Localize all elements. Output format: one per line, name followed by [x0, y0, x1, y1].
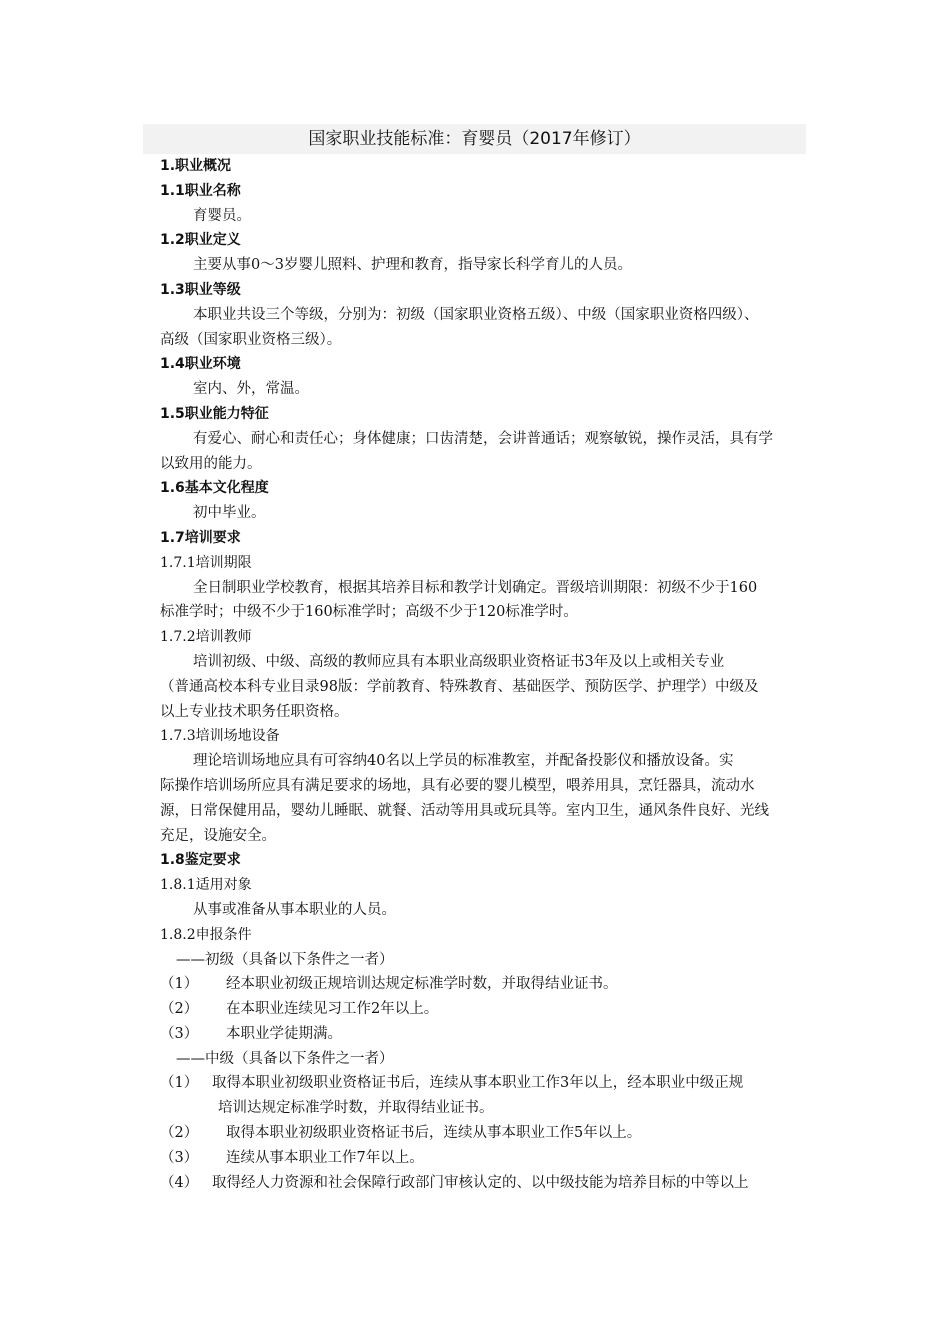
paragraph: 全日制职业学校教育，根据其培养目标和教学计划确定。晋级培训期限：初级不少于160	[193, 579, 758, 596]
heading-1-1: 1.1职业名称	[160, 182, 241, 199]
heading-1-4: 1.4职业环境	[160, 356, 241, 373]
paragraph: 有爱心、耐心和责任心；身体健康；口齿清楚，会讲普通话；观察敏锐，操作灵活，具有学	[193, 430, 773, 447]
list-text: 取得经人力资源和社会保障行政部门审核认定的、以中级技能为培养目标的中等以上	[212, 1174, 749, 1191]
middle-heading: ——中级（具备以下条件之一者）	[176, 1050, 394, 1067]
paragraph: 室内、外，常温。	[193, 381, 309, 398]
heading-1-2: 1.2职业定义	[160, 232, 241, 249]
subheading-1-7-1: 1.7.1培训期限	[160, 554, 252, 571]
paragraph: 从事或准备从事本职业的人员。	[193, 901, 396, 918]
junior-heading: ——初级（具备以下条件之一者）	[176, 951, 394, 968]
paragraph-continued: 充足，设施安全。	[160, 827, 276, 844]
list-text: 在本职业连续见习工作2年以上。	[226, 1001, 439, 1018]
paragraph-continued: 以上专业技术职务任职资格。	[160, 703, 349, 720]
paragraph-continued: （普通高校本科专业目录98版：学前教育、特殊教育、基础医学、预防医学、护理学）中级及	[160, 678, 759, 695]
paragraph-continued: 际操作培训场所应具有满足要求的场地，具有必要的婴儿模型，喂养用具，烹饪器具，流动水	[160, 777, 755, 794]
list-text: 取得本职业初级职业资格证书后，连续从事本职业工作5年以上。	[226, 1125, 642, 1142]
paragraph: 理论培训场地应具有可容纳40名以上学员的标准教室，并配备投影仪和播放设备。实	[193, 753, 734, 770]
document-title: 国家职业技能标准：育婴员（2017年修订）	[308, 129, 641, 149]
list-item	[160, 1071, 792, 1096]
subheading-1-7-2: 1.7.2培训教师	[160, 629, 252, 646]
subheading-1-7-3: 1.7.3培训场地设备	[160, 728, 280, 745]
list-number: （2）	[160, 1125, 199, 1142]
subheading-1-8-2: 1.8.2申报条件	[160, 926, 252, 943]
list-number: （3）	[160, 1149, 199, 1166]
heading-1-7: 1.7培训要求	[160, 529, 241, 546]
list-number: （4）	[160, 1174, 199, 1191]
list-text: 连续从事本职业工作7年以上。	[226, 1149, 424, 1166]
heading-1-8: 1.8鉴定要求	[160, 852, 241, 869]
list-text: 取得本职业初级职业资格证书后，连续从事本职业工作3年以上，经本职业中级正规	[212, 1075, 744, 1092]
document-body	[160, 154, 792, 1195]
paragraph: 培训初级、中级、高级的教师应具有本职业高级职业资格证书3年及以上或相关专业	[193, 653, 725, 670]
paragraph: 初中毕业。	[193, 505, 266, 522]
paragraph-continued: 高级（国家职业资格三级）。	[160, 331, 342, 348]
paragraph: 育婴员。	[193, 207, 251, 224]
list-number: （1）	[160, 1075, 199, 1092]
paragraph-continued: 以致用的能力。	[160, 455, 262, 472]
paragraph: 主要从事0～3岁婴儿照料、护理和教育，指导家长科学育儿的人员。	[193, 257, 632, 274]
subheading-1-8-1: 1.8.1适用对象	[160, 877, 252, 894]
list-text: 经本职业初级正规培训达规定标准学时数，并取得结业证书。	[226, 976, 618, 993]
heading-1-3: 1.3职业等级	[160, 281, 241, 298]
list-item	[160, 972, 792, 997]
list-text-continued: 培训达规定标准学时数，并取得结业证书。	[218, 1100, 494, 1117]
paragraph-continued: 标准学时；中级不少于160标准学时；高级不少于120标准学时。	[160, 604, 578, 621]
list-item	[160, 1146, 792, 1171]
list-item	[160, 1022, 792, 1047]
heading-1: 1.职业概况	[160, 158, 232, 174]
list-text: 本职业学徒期满。	[226, 1025, 342, 1042]
list-item	[160, 1121, 792, 1146]
paragraph-continued: 源，日常保健用品，婴幼儿睡眠、就餐、活动等用具或玩具等。室内卫生，通风条件良好、光线	[160, 802, 769, 819]
heading-1-6: 1.6基本文化程度	[160, 480, 269, 497]
paragraph: 本职业共设三个等级，分别为：初级（国家职业资格五级）、中级（国家职业资格四级）、	[193, 306, 759, 323]
list-number: （3）	[160, 1025, 199, 1042]
list-number: （1）	[160, 976, 199, 993]
list-number: （2）	[160, 1001, 199, 1018]
list-item	[160, 997, 792, 1022]
heading-1-5: 1.5职业能力特征	[160, 405, 269, 422]
list-item	[160, 1171, 792, 1196]
